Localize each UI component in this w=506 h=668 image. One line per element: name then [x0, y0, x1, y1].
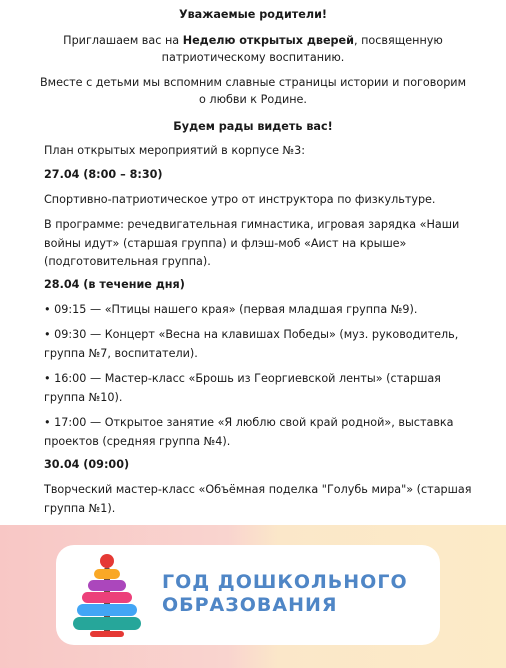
day-3-line-1: Творческий мастер-класс «Объёмная поделка "Голубь мира"» (старшая группа №1). — [44, 483, 472, 515]
banner-line-2: ОБРАЗОВАНИЯ — [162, 594, 338, 616]
banner-card — [56, 545, 440, 645]
day-2-line-2: • 09:30 — Концерт «Весна на клавишах Победы» (муз. руководитель, группа №7, воспитатели). — [44, 328, 459, 360]
banner-title — [162, 571, 432, 617]
intro-paragraph: Вместе с детьми мы вспомним славные страницы истории и поговорим о любви к Родине. — [39, 76, 467, 106]
day-2-line-3: • 16:00 — Мастер-класс «Брошь из Георгиевской ленты» (старшая группа №10). — [44, 372, 441, 404]
pyramid-ring-3 — [82, 592, 132, 603]
day-2-date: 28.04 (в течение дня) — [44, 278, 185, 291]
invite-before: Приглашаем вас на — [63, 34, 183, 47]
heading: Уважаемые родители! — [178, 8, 328, 21]
invite-after: , посвященную патриотическому воспитанию. — [161, 34, 443, 64]
day-1-line-2: В программе: речедвигательная гимнастика, игровая зарядка «Наши войны идут» (старшая группа) и флэш-моб «Аист на крыше» (подготовительная группа). — [44, 218, 460, 268]
pyramid-ring-4 — [77, 604, 137, 616]
plan-title: План открытых мероприятий в корпусе №3: — [44, 144, 306, 157]
banner — [0, 525, 506, 668]
invite-highlight: Неделю открытых дверей — [182, 34, 354, 47]
day-3-date: 30.04 (09:00) — [44, 458, 130, 471]
invite-paragraph — [60, 32, 446, 66]
welcome-text: Будем рады видеть вас! — [173, 120, 333, 133]
pyramid-top-ball — [100, 554, 114, 568]
day-2-line-4: • 17:00 — Открытое занятие «Я люблю свой край родной», выставка проектов (средняя группа №4). — [44, 416, 454, 448]
pyramid-ring-1 — [94, 569, 120, 579]
banner-line-1: ГОД ДОШКОЛЬНОГО — [162, 571, 408, 593]
pyramid-ring-5 — [73, 617, 141, 630]
pyramid-ring-2 — [88, 580, 126, 591]
ring-pyramid-icon — [70, 551, 144, 641]
day-2-line-1: • 09:15 — «Птицы нашего края» (первая младшая группа №9). — [44, 303, 418, 316]
day-1-date: 27.04 (8:00 – 8:30) — [44, 168, 163, 181]
day-1-line-1: Спортивно-патриотическое утро от инструктора по физкультуре. — [44, 193, 436, 206]
